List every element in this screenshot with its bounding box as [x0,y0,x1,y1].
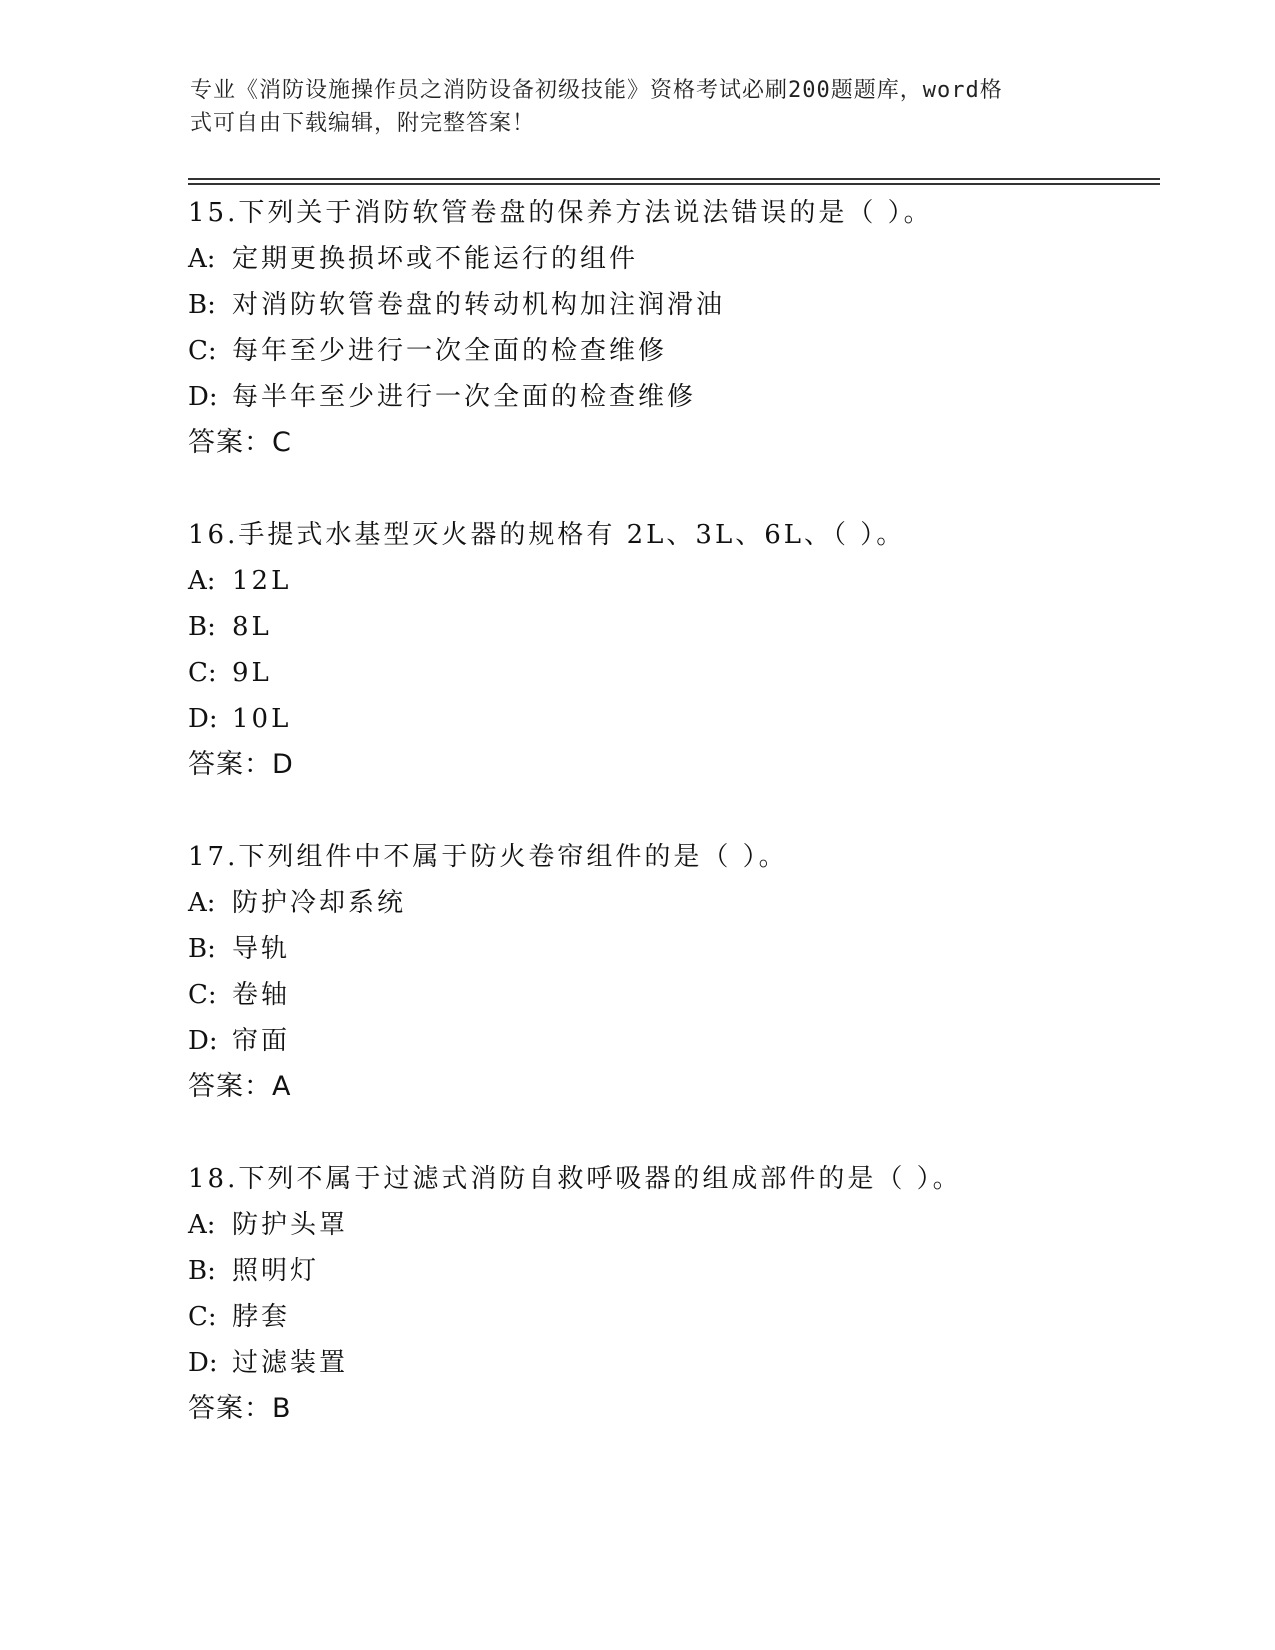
question-stem: 15.下列关于消防软管卷盘的保养方法说法错误的是（ ）。 [188,198,933,228]
option-a [188,1202,1168,1248]
option-d [188,696,1168,742]
option-text: 每半年至少进行一次全面的检查维修 [232,382,697,412]
question-stem: 16.手提式水基型灭火器的规格有 2L、3L、6L、（ ）。 [188,520,906,550]
option-text: 定期更换损坏或不能运行的组件 [232,244,639,274]
option-c [188,1294,1168,1340]
question-16 [188,512,1168,788]
option-c [188,328,1168,374]
option-letter: B: [188,612,216,642]
answer-line: 答案：A [188,1071,292,1102]
option-letter: B: [188,1256,216,1286]
option-a [188,880,1168,926]
option-c [188,972,1168,1018]
option-a [188,236,1168,282]
question-17 [188,834,1168,1110]
option-b [188,1248,1168,1294]
option-text: 防护头罩 [232,1210,349,1240]
option-letter: D: [188,382,218,412]
option-letter: D: [188,704,218,734]
option-text: 8L [232,612,272,642]
option-letter: A: [188,1210,216,1240]
option-d [188,1340,1168,1386]
option-text: 9L [232,658,272,688]
header-line-2: 式可自由下载编辑，附完整答案！ [190,111,536,136]
option-text: 导轨 [232,934,291,964]
option-b [188,604,1168,650]
option-letter: D: [188,1026,218,1056]
question-list [188,190,1168,1478]
header-divider-top [188,178,1160,180]
option-text: 帘面 [232,1026,291,1056]
option-letter: C: [188,980,217,1010]
answer-line: 答案：C [188,427,292,458]
option-text: 对消防软管卷盘的转动机构加注润滑油 [232,290,726,320]
option-letter: A: [188,244,216,274]
document-header [190,74,1070,140]
answer-line: 答案：D [188,749,294,780]
option-b [188,926,1168,972]
question-stem: 17.下列组件中不属于防火卷帘组件的是（ ）。 [188,842,788,872]
option-a [188,558,1168,604]
header-line-1: 专业《消防设施操作员之消防设备初级技能》资格考试必刷200题题库，word格 [190,78,1003,103]
option-letter: B: [188,290,216,320]
question-stem: 18.下列不属于过滤式消防自救呼吸器的组成部件的是（ ）。 [188,1164,962,1194]
question-15 [188,190,1168,466]
option-text: 卷轴 [232,980,291,1010]
question-18 [188,1156,1168,1432]
option-letter: C: [188,658,217,688]
option-text: 每年至少进行一次全面的检查维修 [232,336,668,366]
option-c [188,650,1168,696]
option-text: 照明灯 [232,1256,320,1286]
answer-line: 答案：B [188,1393,292,1424]
header-divider-bottom [188,183,1160,185]
option-letter: A: [188,888,216,918]
option-letter: C: [188,1302,217,1332]
option-b [188,282,1168,328]
option-letter: C: [188,336,217,366]
option-text: 10L [232,704,292,734]
option-text: 防护冷却系统 [232,888,407,918]
option-text: 12L [232,566,292,596]
option-d [188,1018,1168,1064]
option-text: 脖套 [232,1302,291,1332]
option-d [188,374,1168,420]
option-text: 过滤装置 [232,1348,349,1378]
option-letter: A: [188,566,216,596]
option-letter: D: [188,1348,218,1378]
option-letter: B: [188,934,216,964]
